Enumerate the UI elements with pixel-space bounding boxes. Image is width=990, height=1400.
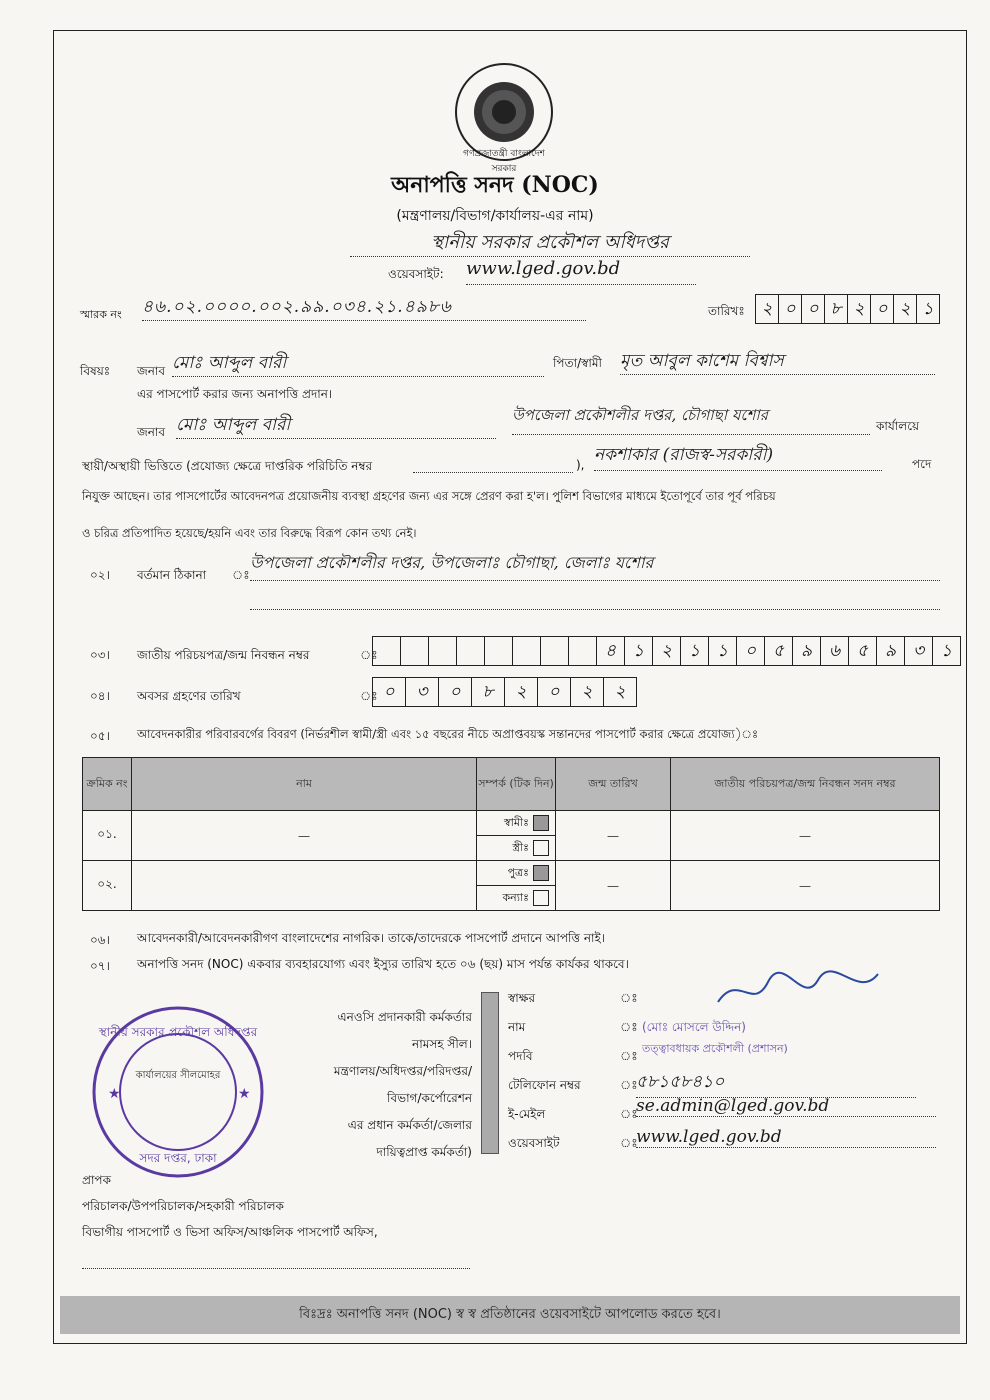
table-row (83, 861, 940, 886)
item04-label: অবসর গ্রহণের তারিখ (137, 689, 241, 703)
col-nid: জাতীয় পরিচয়পত্র/জন্ম নিবন্ধন সনদ নম্বর (671, 758, 940, 811)
item06-label: আবেদনকারী/আবেদনকারীগণ বাংলাদেশের নাগরিক। তাকে/তাদেরকে পাসপোর্ট প্রদানে আপত্তি নাই। (137, 931, 606, 945)
item05-label: আবেদনকারীর পরিবারবর্গের বিবরণ (নির্ভরশীল স্বামী/স্ত্রী এবং ১৫ বছরের নীচে অপ্রাপ্তবয়স্ক সন্তানদের পাসপোর্ট করার ক্ষেত্রে প্রযোজ্য)ঃ (137, 727, 759, 741)
retireBoxes-digit-2: ০ (439, 678, 472, 706)
item05-num: ০৫। (90, 729, 110, 743)
field-website-value: www.lged.gov.bd (636, 1127, 936, 1148)
dateBoxes-digit-7: ১ (922, 299, 934, 319)
field-name-label: নাম (508, 1020, 526, 1034)
field-phone-label: টেলিফোন নম্বর (508, 1078, 581, 1092)
item03-num: ০৩। (90, 648, 110, 662)
nidBoxes-digit-5 (513, 637, 541, 665)
nid-boxes (372, 636, 961, 666)
nidBoxes-digit-17: ৫ (849, 637, 877, 665)
item02-num: ০২। (90, 568, 110, 582)
memo-label: স্মারক নং (80, 308, 122, 321)
row2-nid: — (671, 861, 940, 911)
designation: নকশাকার (রাজস্ব-সরকারী) (594, 442, 882, 471)
office-name: স্থানীয় সরকার প্রকৌশল অধিদপ্তর (350, 228, 750, 257)
signatory-left-block (260, 1004, 472, 1166)
nidBoxes-digit-14: ৫ (765, 637, 793, 665)
father-name: মৃত আবুল কাশেম বিশ্বাস (620, 348, 935, 375)
nidBoxes-digit-20: ১ (940, 641, 953, 661)
body-para2: ও চরিত্র প্রতিপাদিত হয়েছে/হয়নি এবং তার বিরুদ্ধে বিরূপ কোন তথ্য নেই। (82, 526, 417, 540)
retireBoxes-digit-6: ২ (571, 678, 604, 706)
nidBoxes-digit-7 (569, 637, 597, 665)
col-relation: সম্পর্ক (টিক দিন) (477, 758, 556, 811)
nidBoxes-digit-18: ৯ (877, 637, 905, 665)
father-label: পিতা/স্বামী (553, 356, 602, 370)
field-phone-value: ৫৮১৫৮৪১০ (636, 1069, 916, 1098)
nidBoxes-digit-3 (457, 637, 485, 665)
item06-num: ০৬। (90, 933, 110, 947)
subject-label: বিষয়ঃ (80, 364, 111, 378)
item07-num: ০৭। (90, 959, 110, 973)
row1-serial: ০১. (83, 811, 132, 861)
body-name: মোঃ আব্দুল বারী (176, 412, 496, 439)
field-name-value: (মোঃ মোসলে উদ্দিন) (642, 1020, 746, 1034)
signatory-line-3: মন্ত্রণালয়/অধিদপ্তর/পরিদপ্তর/ (333, 1064, 472, 1078)
signatory-line-5: এর প্রধান কর্মকর্তা/জেলার (347, 1118, 472, 1132)
field-website-label: ওয়েবসাইট (508, 1136, 560, 1150)
retireBoxes-digit-5: ০ (538, 678, 571, 706)
status-dotline (413, 458, 573, 473)
website-value: www.lged.gov.bd (466, 258, 696, 285)
signatory-fields: স্বাক্ষর ঃ নাম ঃ (মোঃ মোসলে উদ্দিন) পদবি ঃ তত্ত্বাবধায়ক প্রকৌশলী (প্রশাসন) টেলিফোন নম্বর ঃ ৫৮১৫৮৪১০ ই-মেইল ঃ se.admin@lged.gov.bd ওয়েবসাইট ঃ www.lged.gov.bd (508, 990, 948, 1164)
page-subtitle: (মন্ত্রণালয়/বিভাগ/কার্যালয়-এর নাম) (396, 208, 594, 224)
signature-mark (708, 962, 908, 1018)
recipient-dotline (82, 1256, 470, 1269)
signatory-line-6: দায়িত্বপ্রাপ্ত কর্মকর্তা) (376, 1145, 472, 1159)
recipient-line1: পরিচালক/উপপরিচালক/সহকারী পরিচালক (82, 1199, 284, 1213)
retireBoxes-digit-4: ২ (505, 678, 538, 706)
item02-address: উপজেলা প্রকৌশলীর দপ্তর, উপজেলাঃ চৌগাছা, জেলাঃ যশোর (250, 550, 940, 581)
nidBoxes-digit-9: ১ (625, 637, 653, 665)
recipient-line2: বিভাগীয় পাসপোর্ট ও ভিসা অফিস/আঞ্চলিক পাসপোর্ট অফিস, (82, 1225, 378, 1239)
nidBoxes-digit-11: ১ (681, 637, 709, 665)
nidBoxes-digit-2 (429, 637, 457, 665)
retirement-date-boxes (372, 677, 637, 707)
col-name: নাম (132, 758, 477, 811)
nidBoxes-digit-4 (485, 637, 513, 665)
body-para1: নিযুক্ত আছেন। তার পাসপোর্টের আবেদনপত্র প্রয়োজনীয় ব্যবস্থা গ্রহণের জন্য এর সঙ্গে প্রেরণ করা হ'ল। পুলিশ বিভাগের মাধ্যমে ইতোপূর্বে তার পূর্ব পরিচয় (82, 489, 776, 503)
nidBoxes-digit-10: ২ (653, 637, 681, 665)
nidBoxes-digit-19: ৩ (905, 637, 933, 665)
footer-note: বিঃদ্রঃ অনাপত্তি সনদ (NOC) স্ব স্ব প্রতিষ্ঠানের ওয়েবসাইটে আপলোড করতে হবে। (60, 1296, 960, 1334)
nidBoxes-digit-13: ০ (737, 637, 765, 665)
status-text: স্থায়ী/অস্থায়ী ভিত্তিতে (প্রযোজ্য ক্ষেত্রে দাপ্তরিক পরিচিতি নম্বর (82, 459, 373, 473)
signatory-line-2: নামসহ সীল। (412, 1037, 472, 1051)
nidBoxes-digit-6 (541, 637, 569, 665)
recipient-label: প্রাপক (82, 1173, 111, 1187)
website-label: ওয়েবসাইট: (388, 267, 444, 281)
nidBoxes-digit-1 (401, 637, 429, 665)
field-email-label: ই-মেইল (508, 1107, 546, 1121)
row2-serial: ০২. (83, 861, 132, 911)
dateBoxes-digit-1: ০ (779, 295, 802, 323)
stamp-center-text: কার্যালয়ের সীলমোহর (135, 1070, 221, 1081)
row1-rel-a: স্বামীঃ (503, 815, 529, 829)
item04-num: ০৪। (90, 689, 110, 703)
retireBoxes-digit-1: ৩ (406, 678, 439, 706)
designation-suffix: পদে (912, 457, 932, 471)
subject-mr-label: জনাব (137, 364, 166, 378)
retireBoxes-digit-7: ২ (614, 682, 626, 702)
row1-rel-b: স্ত্রীঃ (512, 840, 529, 854)
stamp-ring-text: স্থানীয় সরকার প্রকৌশল অধিদপ্তর (98, 1025, 258, 1039)
row2-name (132, 861, 477, 911)
row1-name: — (132, 811, 477, 861)
seal-text: গণপ্রজাতন্ত্রী বাংলাদেশ সরকার (463, 149, 545, 174)
dateBoxes-digit-5: ০ (871, 295, 894, 323)
body-office-suffix: কার্যালয়ে (876, 419, 920, 433)
item02-address-line2 (250, 595, 940, 610)
memo-number: ৪৬.০২.০০০০.০০২.৯৯.০৩৪.২১.৪৯৮৬ (142, 294, 586, 321)
subject-name: মোঃ আব্দুল বারী (172, 350, 544, 377)
nidBoxes-digit-0 (373, 637, 401, 665)
signatory-line-4: বিভাগ/কর্পোরেশন (387, 1091, 472, 1105)
nidBoxes-digit-8: ৪ (597, 637, 625, 665)
row2-rel-b: কন্যাঃ (502, 890, 529, 904)
retireBoxes-digit-0: ০ (373, 678, 406, 706)
field-signature-label: স্বাক্ষর (508, 991, 536, 1005)
stamp-bottom-text: সদর দপ্তর, ঢাকা (139, 1151, 217, 1165)
family-table (82, 757, 940, 911)
row1-dob: — (556, 811, 671, 861)
row1-nid: — (671, 811, 940, 861)
nidBoxes-digit-16: ৬ (821, 637, 849, 665)
office-stamp (88, 1002, 268, 1182)
dateBoxes-digit-6: ২ (894, 295, 917, 323)
daughter-checkbox[interactable] (533, 890, 549, 906)
retireBoxes-digit-3: ৮ (472, 678, 505, 706)
item03-label: জাতীয় পরিচয়পত্র/জন্ম নিবন্ধন নম্বর (137, 648, 310, 662)
dateBoxes-digit-3: ৮ (825, 295, 848, 323)
subject-line2: এর পাসপোর্ট করার জন্য অনাপত্তি প্রদান। (137, 387, 333, 401)
field-designation-value: তত্ত্বাবধায়ক প্রকৌশলী (প্রশাসন) (642, 1042, 788, 1055)
status-close: ), (576, 458, 585, 472)
item07-label: অনাপত্তি সনদ (NOC) একবার ব্যবহারযোগ্য এবং ইস্যুর তারিখ হতে ০৬ (ছয়) মাস পর্যন্ত কার্যকর থাকবে। (137, 957, 629, 971)
body-office: উপজেলা প্রকৌশলীর দপ্তর, চৌগাছা যশোর (512, 404, 870, 435)
svg-text:★: ★ (108, 1086, 121, 1102)
signatory-line-1: এনওসি প্রদানকারী কর্মকর্তার (337, 1010, 472, 1024)
date-label: তারিখঃ (708, 304, 745, 318)
page-title: অনাপত্তি সনদ (NOC) (391, 172, 599, 198)
nidBoxes-digit-12: ১ (709, 637, 737, 665)
body-mr-label: জনাব (137, 425, 166, 439)
son-checkbox[interactable] (533, 865, 549, 881)
row2-rel-a: পুত্রঃ (507, 865, 529, 879)
item02-label: বর্তমান ঠিকানা (137, 568, 207, 582)
nidBoxes-digit-15: ৯ (793, 637, 821, 665)
svg-text:★: ★ (238, 1086, 251, 1102)
row2-dob: — (556, 861, 671, 911)
field-designation-label: পদবি (508, 1049, 533, 1063)
husband-checkbox[interactable] (533, 815, 549, 831)
date-boxes (755, 294, 940, 324)
col-serial: ক্রমিক নং (83, 758, 132, 811)
field-email-value: se.admin@lged.gov.bd (636, 1096, 936, 1117)
dateBoxes-digit-0: ২ (756, 295, 779, 323)
col-dob: জন্ম তারিখ (556, 758, 671, 811)
dateBoxes-digit-2: ০ (802, 295, 825, 323)
table-row (83, 811, 940, 836)
dateBoxes-digit-4: ২ (848, 295, 871, 323)
wife-checkbox[interactable] (533, 840, 549, 856)
stamp-bar (481, 992, 499, 1154)
